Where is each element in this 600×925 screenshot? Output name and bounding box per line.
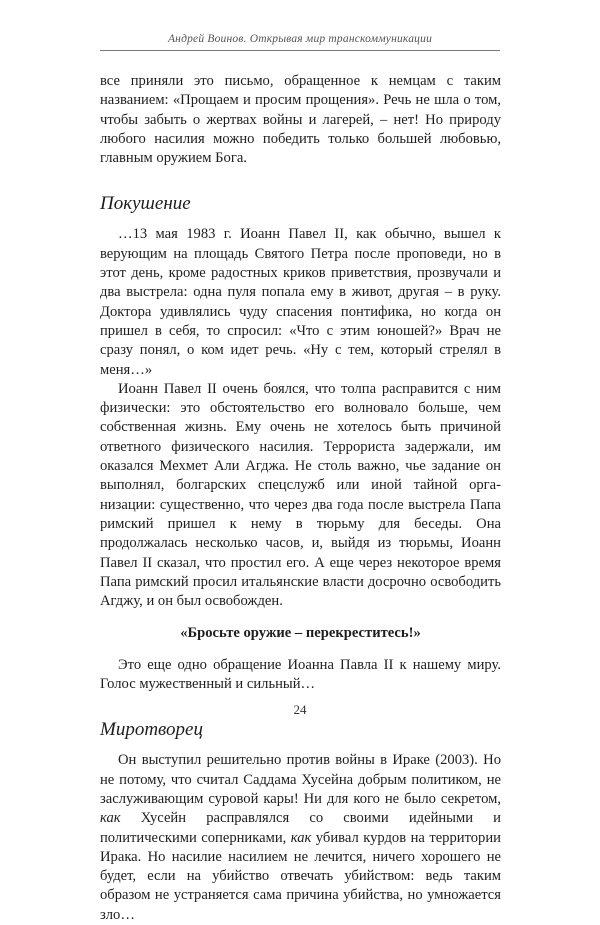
paragraph-continued: все приняли это письмо, обращенное к немцам с таким названием: «Прощаем и просим прощения». Речь не шла о том, чтобы забыть о жертвах войны и лагерей, – нет! Но природу любого насилия можно победить только большей любовью, главным оружием Бога. (100, 73, 501, 167)
running-head: Андрей Воинов. Открывая мир транскоммуникации (167, 33, 433, 45)
quote-callout: «Бросьте оружие – перекреститесь!» (180, 625, 421, 642)
paragraph-may-13: …13 мая 1983 г. Иоанн Павел II, как обычно, вышел к верующим на площадь Святого Петра после проповеди, но в этот день, кроме радостных криков приветствия, прозвучали и два выстрела: одна пуля попала ему в живот, другая – в руку. Доктора удивлялись чуду спасения понтифика, но когда он пришел в себя, то спросил: «Что с этим юношей?» Врач не сразу понял, о ком идет речь. «Ну с тем, который стрелял в меня…» (100, 226, 501, 378)
section-heading-peacemaker: Миротворец (100, 719, 203, 741)
page-number: 24 (293, 702, 307, 717)
emphasis-how-2: как (290, 829, 312, 846)
paragraph-forgiveness: Иоанн Павел II очень боялся, что толпа расправится с ним физически: это обстоятельство его волновало больше, чем собственная жизнь. Ему очень не хотелось быть причиной ответного физического насилия. Террориста задержали, им оказался Мехмет Али Агджа. Не столь важно, чье задание он выполнял, болгарских спецслужб или иной тайной организации: существенно, что через два года после выстрела Папа римский пришел к нему в тюрьму для беседы. Она продолжалась несколько часов, и, выйдя из тюрьмы, Иоанн Павел II сказал, что простил его. А еще через некоторое время Папа римский просил итальянские власти досрочно освободить Агджу, и он был освобожден. (100, 380, 501, 610)
section-heading-assassination: Покушение (100, 193, 191, 215)
text-run: Он выступил решительно против войны в Ираке (2003). Но не потому, что считал Саддама Хусейна добрым политиком, не заслуживающим суровой кары! Ни для кого не было секретом, (100, 752, 501, 807)
header-rule (100, 50, 500, 51)
paragraph-appeal: Это еще одно обращение Иоанна Павла II к нашему миру. Голос мужественный и сильный… (100, 656, 501, 693)
text-run: Хусейн расправлялся со своими идейными и политическими соперниками, (100, 810, 501, 846)
page-body (100, 72, 501, 925)
paragraph-iraq (100, 751, 501, 925)
emphasis-how-1: как (100, 810, 121, 827)
text-run: убивал курдов на территории Ирака. Но насилие насилием не лечится, ничего хорошего не будет, если на убийство отвечать убийством: ведь таким образом не устраняется сама причина убийства, но умножается зло… (100, 829, 501, 923)
